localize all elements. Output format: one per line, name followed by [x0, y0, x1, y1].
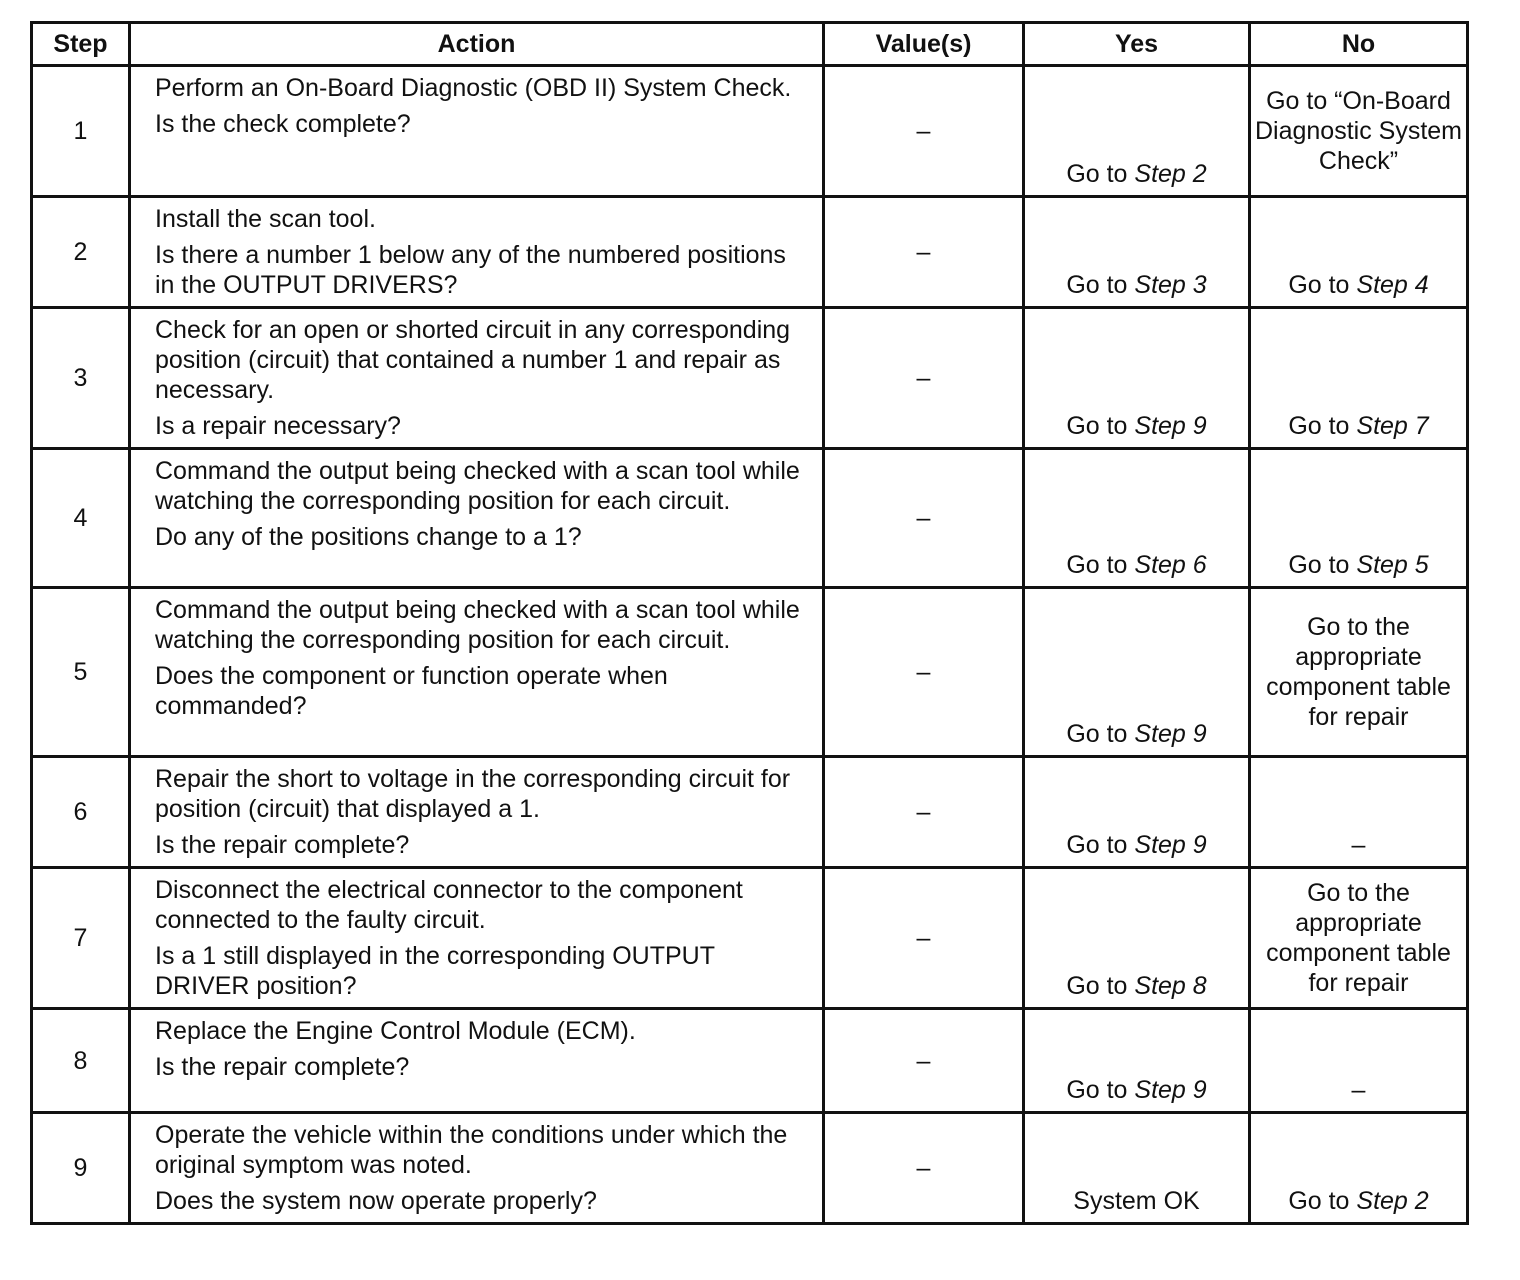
- no-text: Go to the appropriate component table for repair: [1266, 613, 1451, 731]
- yes-step-ref: Step 6: [1134, 551, 1207, 579]
- step-number: 4: [32, 449, 130, 588]
- table-row: [32, 197, 1468, 308]
- action-instruction: Replace the Engine Control Module (ECM).: [155, 1017, 636, 1045]
- yes-cell: [1024, 1113, 1250, 1224]
- action-question: Is the check complete?: [155, 110, 411, 138]
- table-row: [32, 868, 1468, 1009]
- yes-text: Go to: [1066, 551, 1135, 579]
- value-cell: –: [824, 66, 1024, 197]
- diagnostic-table: [30, 21, 1469, 1225]
- yes-cell: [1024, 449, 1250, 588]
- yes-cell: [1024, 197, 1250, 308]
- action-cell: [130, 588, 824, 757]
- step-number: 5: [32, 588, 130, 757]
- table-body: [32, 66, 1468, 1224]
- action-question: Does the system now operate properly?: [155, 1187, 597, 1215]
- value-cell: –: [824, 1113, 1024, 1224]
- no-text: –: [1351, 1076, 1366, 1104]
- yes-text: Go to: [1066, 720, 1135, 748]
- table-row: [32, 66, 1468, 197]
- action-cell: [130, 66, 824, 197]
- no-step-ref: Step 7: [1356, 412, 1429, 440]
- no-text: Go to: [1288, 551, 1357, 579]
- yes-text: Go to: [1066, 1076, 1135, 1104]
- step-number: 6: [32, 757, 130, 868]
- yes-step-ref: Step 9: [1134, 1076, 1207, 1104]
- yes-text: Go to: [1066, 972, 1135, 1000]
- step-number: 9: [32, 1113, 130, 1224]
- no-cell: [1250, 66, 1468, 197]
- header-action: Action: [130, 23, 824, 66]
- table-row: [32, 449, 1468, 588]
- step-number: 7: [32, 868, 130, 1009]
- value-cell: –: [824, 588, 1024, 757]
- yes-cell: [1024, 308, 1250, 449]
- header-step: Step: [32, 23, 130, 66]
- value-cell: –: [824, 197, 1024, 308]
- yes-step-ref: Step 3: [1134, 271, 1207, 299]
- yes-text: System OK: [1073, 1187, 1200, 1215]
- no-cell: [1250, 1113, 1468, 1224]
- table-row: [32, 1113, 1468, 1224]
- table-row: [32, 308, 1468, 449]
- action-question: Is the repair complete?: [155, 1053, 410, 1081]
- yes-step-ref: Step 9: [1134, 831, 1207, 859]
- yes-cell: [1024, 588, 1250, 757]
- action-question: Is a repair necessary?: [155, 412, 401, 440]
- action-cell: [130, 197, 824, 308]
- no-cell: [1250, 449, 1468, 588]
- yes-cell: [1024, 66, 1250, 197]
- step-number: 3: [32, 308, 130, 449]
- no-cell: [1250, 308, 1468, 449]
- action-instruction: Repair the short to voltage in the corresponding circuit for position (circuit) that displayed a 1.: [155, 765, 791, 823]
- no-text: Go to “On-Board Diagnostic System Check”: [1254, 87, 1463, 175]
- no-text: Go to: [1288, 412, 1357, 440]
- step-number: 8: [32, 1009, 130, 1113]
- value-cell: –: [824, 308, 1024, 449]
- yes-step-ref: Step 8: [1134, 972, 1207, 1000]
- no-step-ref: Step 4: [1356, 271, 1429, 299]
- yes-cell: [1024, 1009, 1250, 1113]
- yes-cell: [1024, 757, 1250, 868]
- no-text: Go to the appropriate component table for repair: [1266, 879, 1451, 997]
- yes-text: Go to: [1066, 831, 1135, 859]
- yes-step-ref: Step 9: [1134, 412, 1207, 440]
- step-number: 2: [32, 197, 130, 308]
- yes-text: Go to: [1066, 271, 1135, 299]
- action-question: Is a 1 still displayed in the corresponding OUTPUT DRIVER position?: [155, 942, 715, 1000]
- action-instruction: Operate the vehicle within the conditions under which the original symptom was noted.: [155, 1121, 788, 1179]
- action-instruction: Perform an On-Board Diagnostic (OBD II) System Check.: [155, 74, 792, 102]
- action-instruction: Command the output being checked with a scan tool while watching the corresponding position for each circuit.: [155, 596, 800, 654]
- no-step-ref: Step 2: [1356, 1187, 1429, 1215]
- value-cell: –: [824, 449, 1024, 588]
- action-cell: [130, 757, 824, 868]
- yes-step-ref: Step 9: [1134, 720, 1207, 748]
- action-instruction: Disconnect the electrical connector to the component connected to the faulty circuit.: [155, 876, 743, 934]
- no-step-ref: Step 5: [1356, 551, 1429, 579]
- table-row: [32, 757, 1468, 868]
- action-cell: [130, 868, 824, 1009]
- no-cell: [1250, 197, 1468, 308]
- no-text: –: [1351, 831, 1366, 859]
- action-instruction: Command the output being checked with a scan tool while watching the corresponding position for each circuit.: [155, 457, 800, 515]
- no-cell: [1250, 588, 1468, 757]
- action-question: Is the repair complete?: [155, 831, 410, 859]
- action-cell: [130, 308, 824, 449]
- table-row: [32, 1009, 1468, 1113]
- yes-text: Go to: [1066, 160, 1135, 188]
- no-text: Go to: [1288, 1187, 1357, 1215]
- action-instruction: Check for an open or shorted circuit in any corresponding position (circuit) that contained a number 1 and repair as necessary.: [155, 316, 791, 404]
- action-question: Do any of the positions change to a 1?: [155, 523, 582, 551]
- no-cell: [1250, 868, 1468, 1009]
- table-row: [32, 588, 1468, 757]
- header-values: Value(s): [824, 23, 1024, 66]
- header-yes: Yes: [1024, 23, 1250, 66]
- action-cell: [130, 1009, 824, 1113]
- action-question: Does the component or function operate when commanded?: [155, 662, 668, 720]
- value-cell: –: [824, 1009, 1024, 1113]
- header-no: No: [1250, 23, 1468, 66]
- action-cell: [130, 1113, 824, 1224]
- yes-step-ref: Step 2: [1134, 160, 1207, 188]
- header-row: [32, 23, 1468, 66]
- value-cell: –: [824, 868, 1024, 1009]
- value-cell: –: [824, 757, 1024, 868]
- no-cell: [1250, 1009, 1468, 1113]
- action-question: Is there a number 1 below any of the numbered positions in the OUTPUT DRIVERS?: [155, 241, 786, 299]
- action-cell: [130, 449, 824, 588]
- no-cell: [1250, 757, 1468, 868]
- no-text: Go to: [1288, 271, 1357, 299]
- yes-text: Go to: [1066, 412, 1135, 440]
- action-instruction: Install the scan tool.: [155, 205, 376, 233]
- yes-cell: [1024, 868, 1250, 1009]
- step-number: 1: [32, 66, 130, 197]
